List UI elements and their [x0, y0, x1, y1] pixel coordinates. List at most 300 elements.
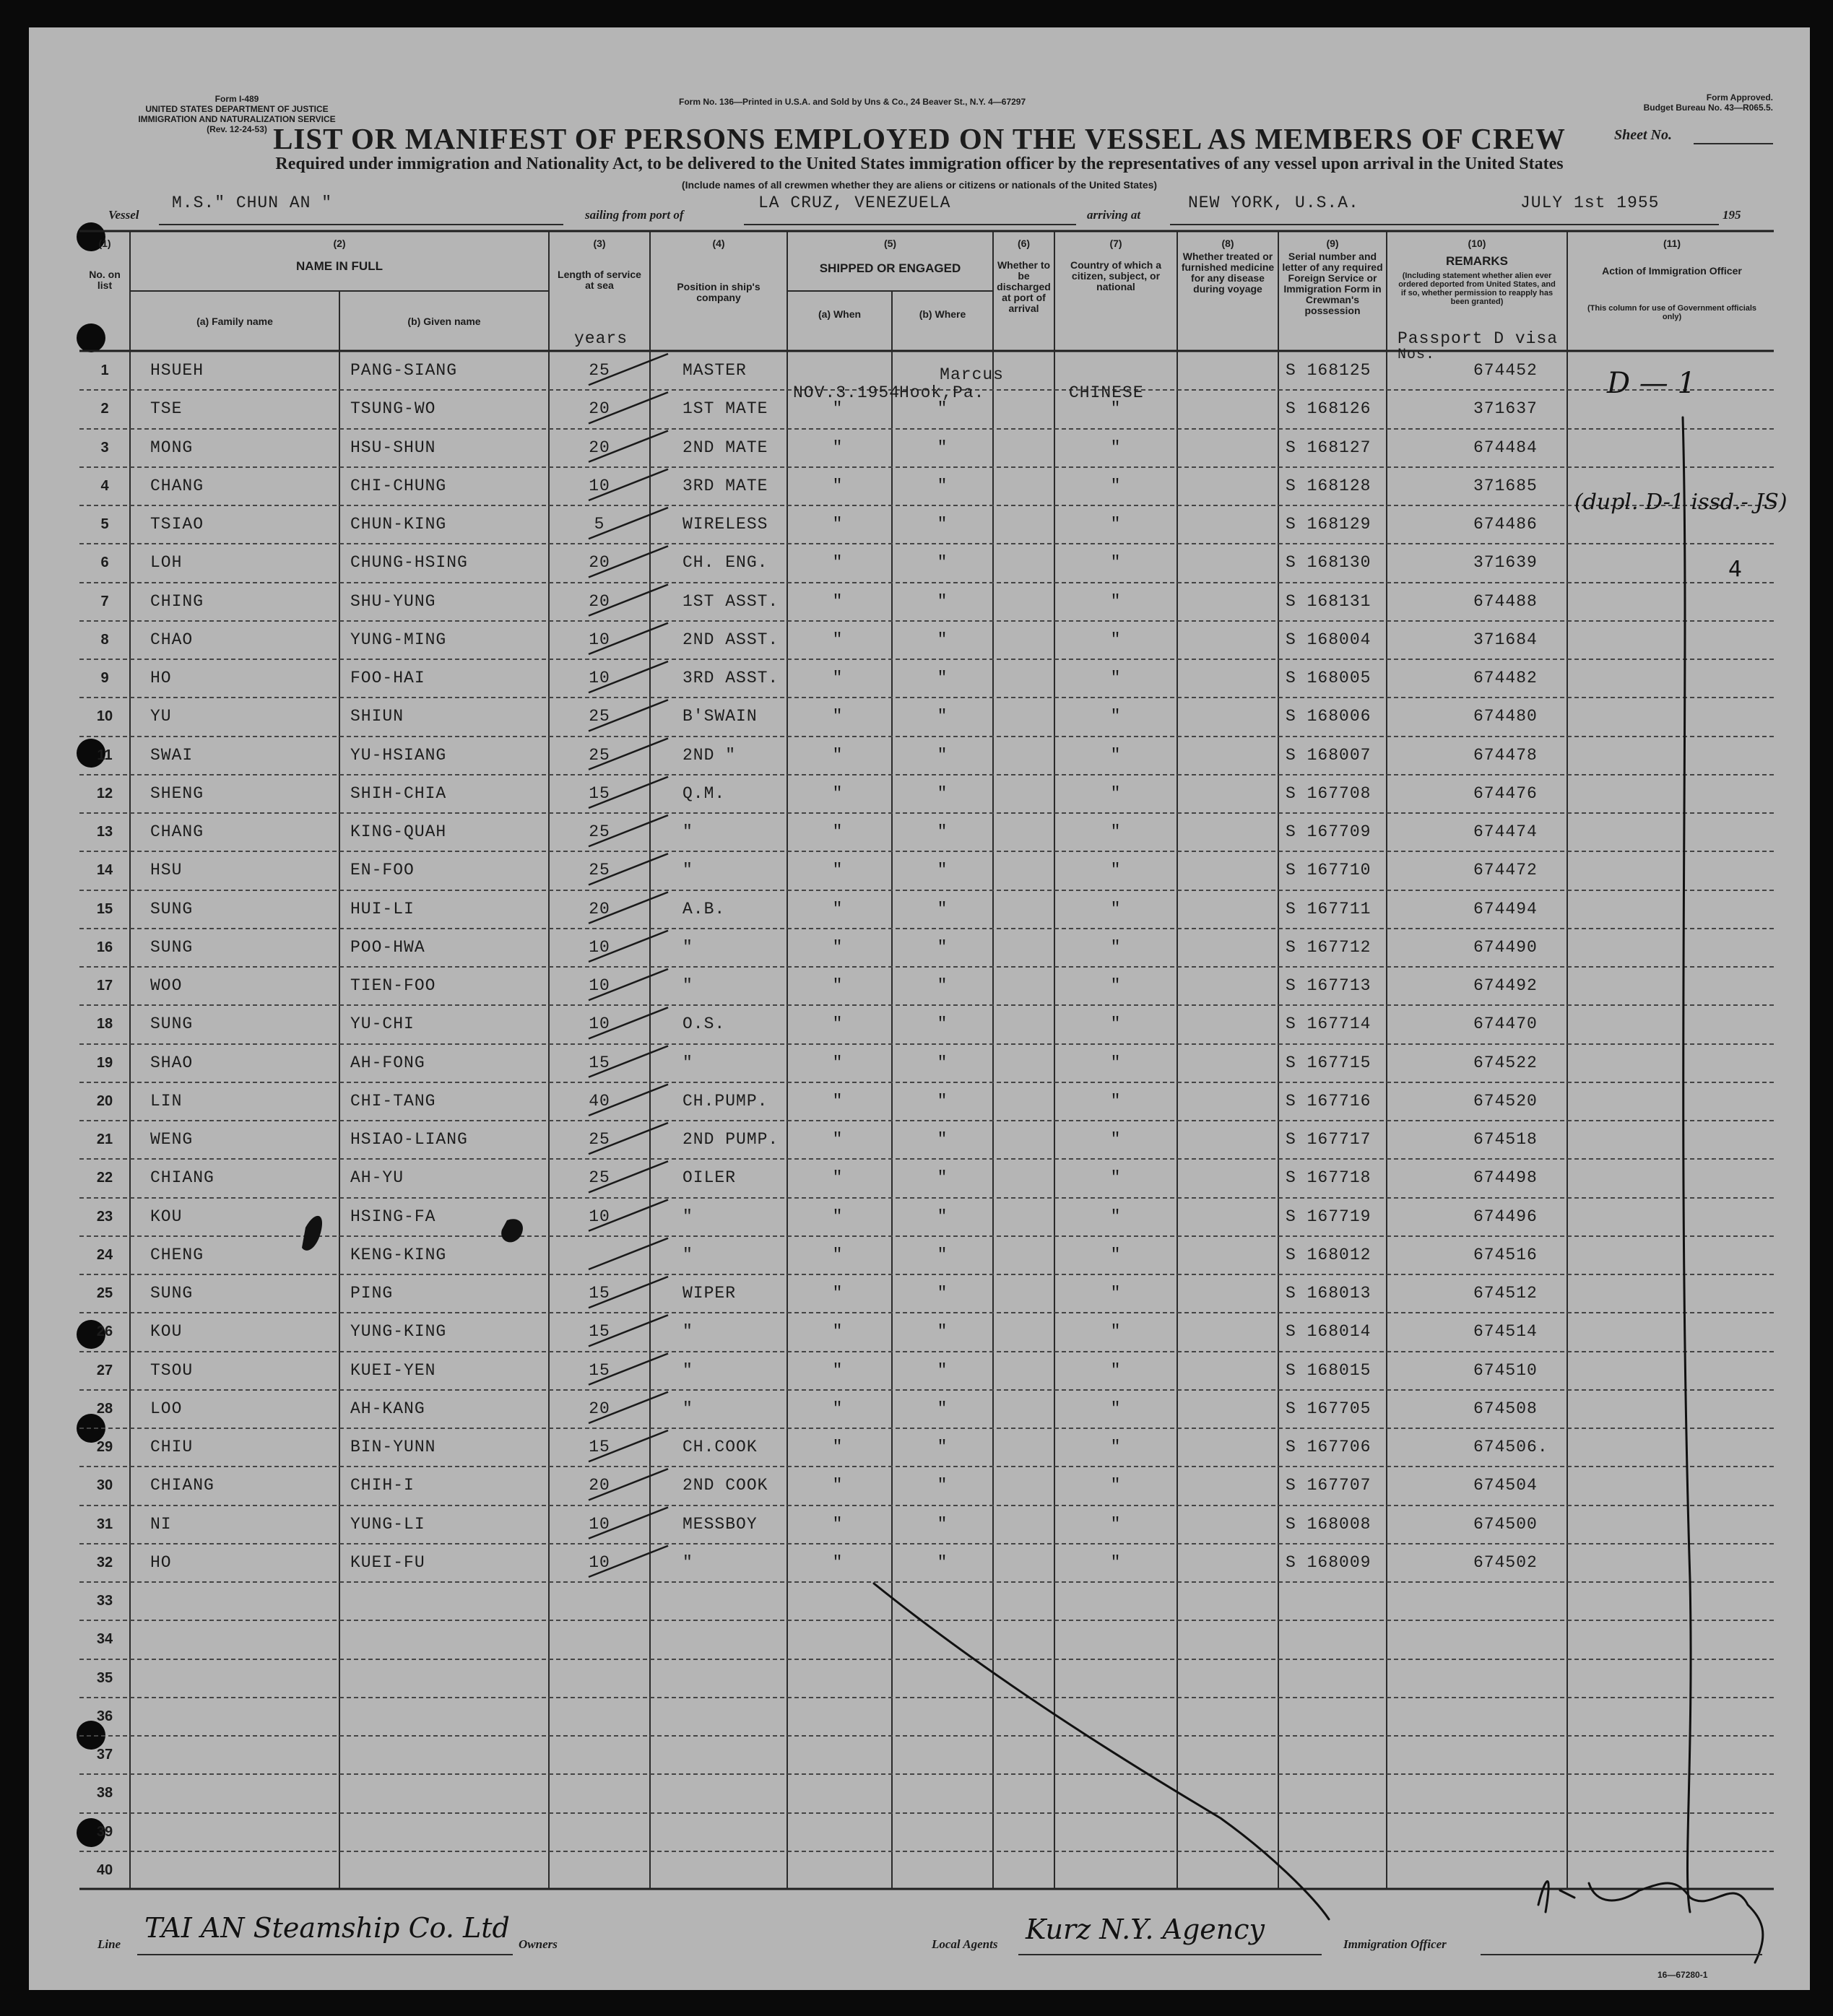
row-number: 15	[96, 900, 113, 917]
col-shipped-header: SHIPPED OR ENGAGED	[819, 261, 961, 275]
row-number: 11	[97, 747, 113, 763]
ditto-where: "	[937, 1552, 948, 1572]
row-number: 37	[96, 1747, 113, 1763]
service-years: 20	[589, 1399, 610, 1418]
visa-number: 674520	[1473, 1091, 1538, 1111]
family-name: SUNG	[150, 1284, 194, 1303]
service-years: 25	[589, 361, 610, 380]
col-10-number: (10)	[1468, 238, 1486, 249]
ditto-country: "	[1110, 899, 1122, 918]
given-name: SHIH-CHIA	[350, 783, 447, 803]
given-name: AH-KANG	[350, 1399, 425, 1418]
visa-number: 371639	[1473, 553, 1538, 573]
ditto-when: "	[832, 861, 844, 880]
serial-number: S 168013	[1286, 1284, 1372, 1303]
serial-number: S 167706	[1286, 1438, 1372, 1456]
ditto-when: "	[832, 745, 844, 765]
sailing-label: sailing from port of	[585, 208, 684, 222]
family-name: CHING	[150, 591, 204, 611]
row-number: 5	[100, 516, 109, 532]
agents-label: Local Agents	[932, 1937, 998, 1951]
given-name: HSIAO-LIANG	[350, 1130, 468, 1149]
service-years: 25	[589, 822, 610, 841]
where-line-1: Marcus	[940, 365, 1004, 384]
visa-number: 371637	[1473, 399, 1538, 419]
ditto-where: "	[937, 553, 948, 573]
serial-number: S 168006	[1286, 707, 1372, 726]
service-years: 10	[589, 937, 610, 957]
family-name: SHENG	[150, 783, 204, 803]
family-name: TSIAO	[150, 515, 204, 534]
ditto-where: "	[937, 745, 948, 765]
serial-number: S 167715	[1286, 1053, 1372, 1072]
years-unit: years	[574, 329, 628, 348]
local-agent-name: Kurz N.Y. Agency	[1026, 1913, 1265, 1945]
ship-position: 3RD MATE	[682, 476, 768, 495]
ditto-where: "	[937, 1130, 948, 1149]
ship-position: 2ND MATE	[682, 438, 768, 457]
family-name: HO	[150, 669, 172, 687]
ditto-when: "	[832, 1438, 844, 1456]
ditto-when: "	[832, 976, 844, 995]
visa-number: 674522	[1473, 1053, 1538, 1072]
ditto-country: "	[1110, 976, 1122, 995]
ditto-country: "	[1110, 591, 1122, 611]
ship-position: 2ND ASST.	[682, 630, 779, 649]
arriving-label: arriving at	[1087, 208, 1141, 222]
line-label: Line	[98, 1937, 121, 1951]
service-years: 20	[589, 1476, 610, 1495]
row-number: 4	[100, 477, 109, 494]
given-name: YU-CHI	[350, 1014, 415, 1034]
family-name: NI	[150, 1514, 172, 1534]
row-number: 29	[96, 1439, 113, 1455]
ditto-when: "	[832, 1284, 844, 1303]
serial-number: S 167707	[1286, 1476, 1372, 1495]
service-years: 10	[589, 630, 610, 649]
family-name: HO	[150, 1552, 172, 1572]
visa-number: 674484	[1473, 438, 1538, 457]
printer-note: Form No. 136—Printed in U.S.A. and Sold by Uns & Co., 24 Beaver St., N.Y. 4—67297	[679, 97, 1026, 107]
given-name: CHI-TANG	[350, 1091, 436, 1111]
service-years: 25	[589, 1168, 610, 1188]
col-6-number: (6)	[1017, 238, 1031, 249]
ditto-where: "	[937, 1014, 948, 1034]
given-name: TIEN-FOO	[350, 976, 436, 995]
ship-position: "	[682, 1360, 693, 1380]
ditto-when: "	[832, 937, 844, 957]
row-number: 33	[96, 1593, 113, 1609]
citizenship: CHINESE	[1069, 383, 1144, 402]
service-name: IMMIGRATION AND NATURALIZATION SERVICE	[138, 114, 336, 124]
shipping-line-name: TAI AN Steamship Co. Ltd	[144, 1912, 510, 1944]
ditto-when: "	[832, 1476, 844, 1495]
col-name-header: NAME IN FULL	[296, 259, 383, 273]
passport-visa-note: Passport D visa	[1398, 329, 1559, 348]
given-name: HUI-LI	[350, 899, 415, 918]
form-number: Form I-489	[214, 94, 259, 104]
service-years: 5	[594, 515, 605, 534]
service-years: 25	[589, 1130, 610, 1149]
shipped-place: Hook,Pa.	[899, 383, 985, 402]
family-name: CHAO	[150, 630, 194, 649]
serial-number: S 167705	[1286, 1399, 1372, 1418]
ditto-country: "	[1110, 1514, 1122, 1534]
serial-number: S 168004	[1286, 630, 1372, 649]
ship-position: "	[682, 1322, 693, 1342]
immigration-officer-label: Immigration Officer	[1343, 1937, 1447, 1951]
serial-number: S 168012	[1286, 1245, 1372, 1264]
row-number: 10	[96, 708, 113, 725]
service-years: 15	[589, 783, 610, 803]
col-discharge-header: Whether to be discharged at port of arrival	[997, 259, 1051, 314]
ship-position: 1ST ASST.	[682, 591, 779, 611]
ditto-when: "	[832, 1322, 844, 1342]
col-medicine-header: Whether treated or furnished medicine for any disease during voyage	[1181, 251, 1275, 295]
ditto-country: "	[1110, 1207, 1122, 1226]
ditto-country: "	[1110, 1360, 1122, 1380]
visa-number: 674506.	[1473, 1438, 1548, 1456]
family-name: SUNG	[150, 899, 194, 918]
manifest-sheet	[29, 27, 1810, 1990]
visa-number: 674494	[1473, 899, 1538, 918]
col-1-number: (1)	[98, 238, 111, 249]
serial-number: S 168128	[1286, 476, 1372, 495]
serial-number: S 167708	[1286, 783, 1372, 803]
col-where-header: (b) Where	[919, 308, 966, 320]
serial-number: S 168014	[1286, 1322, 1372, 1342]
ditto-where: "	[937, 861, 948, 880]
ditto-when: "	[832, 1514, 844, 1534]
year-suffix: 195	[1722, 208, 1741, 222]
given-name: YUNG-KING	[350, 1322, 447, 1342]
row-number: 34	[96, 1631, 113, 1648]
family-name: CHENG	[150, 1245, 204, 1264]
service-years: 15	[589, 1322, 610, 1342]
given-name: TSUNG-WO	[350, 399, 436, 419]
col-service-length-header: Length of service at sea	[558, 269, 641, 291]
ditto-when: "	[832, 899, 844, 918]
ship-position: "	[682, 937, 693, 957]
family-name: HSU	[150, 861, 183, 880]
row-number: 19	[96, 1054, 113, 1071]
visa-number: 674496	[1473, 1207, 1538, 1226]
ditto-country: "	[1110, 399, 1122, 419]
family-name: CHIANG	[150, 1476, 214, 1495]
col-7-number: (7)	[1109, 238, 1122, 249]
ship-position: "	[682, 976, 693, 995]
numbers-label: Nos.	[1398, 347, 1436, 363]
family-name: WOO	[150, 976, 183, 995]
form-code: 16—67280-1	[1658, 1970, 1708, 1980]
col-remarks-note: (Including statement whether alien ever ordered deported from United States, and if so, whether permission to reapply has been granted)	[1398, 271, 1556, 306]
visa-number: 674500	[1473, 1514, 1538, 1534]
ditto-country: "	[1110, 861, 1122, 880]
ditto-when: "	[832, 399, 844, 419]
ditto-when: "	[832, 1207, 844, 1226]
service-years: 15	[589, 1438, 610, 1456]
ship-position: CH.PUMP.	[682, 1091, 768, 1111]
row-number: 6	[100, 555, 109, 571]
col-4-number: (4)	[712, 238, 725, 249]
visa-number: 674502	[1473, 1552, 1538, 1572]
ship-position: "	[682, 1399, 693, 1418]
row-number: 18	[96, 1016, 113, 1033]
family-name: WENG	[150, 1130, 194, 1149]
ditto-country: "	[1110, 1053, 1122, 1072]
ditto-where: "	[937, 899, 948, 918]
visa-number: 674492	[1473, 976, 1538, 995]
visa-number: 674452	[1473, 361, 1538, 380]
ditto-country: "	[1110, 1552, 1122, 1572]
serial-number: S 168007	[1286, 745, 1372, 765]
ship-position: "	[682, 1053, 693, 1072]
given-name: KUEI-FU	[350, 1552, 425, 1572]
serial-number: S 168009	[1286, 1552, 1372, 1572]
ditto-where: "	[937, 1284, 948, 1303]
given-name: AH-YU	[350, 1168, 404, 1188]
ditto-where: "	[937, 630, 948, 649]
col-country-header: Country of which a citizen, subject, or national	[1070, 259, 1161, 292]
service-years: 10	[589, 476, 610, 495]
given-name: HSU-SHUN	[350, 438, 436, 457]
shipped-date: NOV.3.1954	[793, 383, 901, 402]
row-number: 12	[96, 785, 113, 801]
ship-position: OILER	[682, 1168, 737, 1188]
ditto-country: "	[1110, 783, 1122, 803]
ditto-when: "	[832, 822, 844, 841]
tally-mark	[589, 354, 668, 1577]
visa-number: 674480	[1473, 707, 1538, 726]
row-number: 30	[96, 1477, 113, 1494]
given-name: YUNG-LI	[350, 1514, 425, 1534]
ship-position: "	[682, 1207, 693, 1226]
given-name: CHIH-I	[350, 1476, 415, 1495]
family-name: TSOU	[150, 1360, 194, 1380]
given-name: PANG-SIANG	[350, 361, 458, 380]
serial-number: S 167711	[1286, 899, 1372, 918]
ditto-when: "	[832, 707, 844, 726]
ditto-when: "	[832, 1245, 844, 1264]
visa-number: 674488	[1473, 591, 1538, 611]
col-list-number-header: No. on list	[89, 269, 121, 291]
ditto-country: "	[1110, 1399, 1122, 1418]
ditto-where: "	[937, 1207, 948, 1226]
ditto-country: "	[1110, 1284, 1122, 1303]
visa-number: 674478	[1473, 745, 1538, 765]
vessel-name: M.S." CHUN AN "	[172, 194, 333, 212]
arrival-port: NEW YORK, U.S.A.	[1188, 194, 1359, 212]
row-number: 14	[96, 862, 113, 879]
ship-position: 1ST MATE	[682, 399, 768, 419]
ditto-when: "	[832, 630, 844, 649]
service-years: 25	[589, 745, 610, 765]
ditto-country: "	[1110, 937, 1122, 957]
row-number: 28	[96, 1400, 113, 1417]
given-name: SHU-YUNG	[350, 591, 436, 611]
ship-position: "	[682, 1552, 693, 1572]
serial-number: S 168015	[1286, 1360, 1372, 1380]
ditto-country: "	[1110, 1322, 1122, 1342]
service-years: 20	[589, 399, 610, 419]
ditto-where: "	[937, 937, 948, 957]
service-years: 10	[589, 1552, 610, 1572]
given-name: CHI-CHUNG	[350, 476, 447, 495]
tally-strokes	[29, 27, 1810, 1990]
row-number: 1	[100, 362, 109, 378]
ship-position: CH. ENG.	[682, 553, 768, 573]
ditto-when: "	[832, 1130, 844, 1149]
service-years: 25	[589, 861, 610, 880]
vessel-label: Vessel	[108, 208, 139, 222]
visa-number: 371685	[1473, 476, 1538, 495]
row-number: 35	[96, 1669, 113, 1686]
service-years: 15	[589, 1053, 610, 1072]
row-number: 38	[96, 1785, 113, 1802]
ditto-country: "	[1110, 553, 1122, 573]
ditto-when: "	[832, 1399, 844, 1418]
serial-number: S 168130	[1286, 553, 1372, 573]
family-name: SUNG	[150, 937, 194, 957]
ditto-when: "	[832, 515, 844, 534]
row-number: 26	[96, 1324, 113, 1340]
col-5-number: (5)	[883, 238, 897, 249]
col-given-name-header: (b) Given name	[407, 316, 481, 327]
ditto-country: "	[1110, 1014, 1122, 1034]
visa-number: 674514	[1473, 1322, 1538, 1342]
ditto-country: "	[1110, 1130, 1122, 1149]
given-name: CHUN-KING	[350, 515, 447, 534]
service-years: 25	[589, 707, 610, 726]
ditto-country: "	[1110, 1438, 1122, 1456]
ditto-when: "	[832, 1552, 844, 1572]
ship-position: O.S.	[682, 1014, 726, 1034]
row-number: 24	[96, 1246, 113, 1263]
col-3-number: (3)	[593, 238, 606, 249]
ditto-when: "	[832, 783, 844, 803]
row-number: 22	[96, 1170, 113, 1186]
ditto-where: "	[937, 783, 948, 803]
serial-number: S 168129	[1286, 515, 1372, 534]
row-number: 9	[100, 670, 109, 686]
serial-number: S 168008	[1286, 1514, 1372, 1534]
ditto-when: "	[832, 1053, 844, 1072]
family-name: CHIANG	[150, 1168, 214, 1188]
serial-number: S 167709	[1286, 822, 1372, 841]
row-number: 2	[100, 401, 109, 417]
ditto-where: "	[937, 438, 948, 457]
service-years: 20	[589, 591, 610, 611]
revision-date: (Rev. 12-24-53)	[207, 124, 267, 134]
serial-number: S 167714	[1286, 1014, 1372, 1034]
given-name: POO-HWA	[350, 937, 425, 957]
family-name: TSE	[150, 399, 183, 419]
col-family-name-header: (a) Family name	[196, 316, 273, 327]
serial-number: S 167719	[1286, 1207, 1372, 1226]
given-name: SHIUN	[350, 707, 404, 726]
visa-number: 674498	[1473, 1168, 1538, 1188]
given-name: HSING-FA	[350, 1207, 436, 1226]
ditto-where: "	[937, 822, 948, 841]
ditto-where: "	[937, 1514, 948, 1534]
col-remarks-header: REMARKS	[1446, 254, 1508, 268]
col-position-header: Position in ship's company	[677, 281, 760, 303]
ditto-where: "	[937, 1322, 948, 1342]
service-years: 10	[589, 1014, 610, 1034]
visa-number: 674512	[1473, 1284, 1538, 1303]
ditto-when: "	[832, 1014, 844, 1034]
ditto-country: "	[1110, 476, 1122, 495]
row-number: 39	[96, 1823, 113, 1840]
ditto-when: "	[832, 1360, 844, 1380]
ditto-country: "	[1110, 822, 1122, 841]
ditto-country: "	[1110, 1168, 1122, 1188]
col-action-note: (This column for use of Government officials only)	[1587, 304, 1757, 321]
page-subtitle: Required under immigration and Nationality Act, to be delivered to the United States immigration officer by the representatives of any vessel upon arrival in the United States	[275, 155, 1564, 173]
page-title: LIST OR MANIFEST OF PERSONS EMPLOYED ON THE VESSEL AS MEMBERS OF CREW	[273, 122, 1566, 155]
col-2-number: (2)	[333, 238, 346, 249]
row-number: 3	[100, 439, 109, 456]
visa-number: 674490	[1473, 937, 1538, 957]
ship-position: "	[682, 861, 693, 880]
row-number: 16	[96, 939, 113, 955]
ditto-country: "	[1110, 438, 1122, 457]
col-11-number: (11)	[1663, 238, 1681, 249]
ditto-when: "	[832, 553, 844, 573]
row-number: 8	[100, 631, 109, 648]
service-years: 10	[589, 1514, 610, 1534]
service-years: 15	[589, 1360, 610, 1380]
visa-number: 674486	[1473, 515, 1538, 534]
given-name: PING	[350, 1284, 394, 1303]
ship-position: WIPER	[682, 1284, 737, 1303]
family-name: YU	[150, 707, 172, 726]
visa-number: 674516	[1473, 1245, 1538, 1264]
service-years: 20	[589, 553, 610, 573]
ditto-where: "	[937, 1360, 948, 1380]
family-name: SWAI	[150, 745, 194, 765]
row-number: 27	[96, 1362, 113, 1378]
family-name: CHIU	[150, 1438, 194, 1456]
service-years: 15	[589, 1284, 610, 1303]
ship-position: "	[682, 1245, 693, 1264]
row-number: 36	[96, 1708, 113, 1724]
ship-position: WIRELESS	[682, 515, 768, 534]
ditto-country: "	[1110, 707, 1122, 726]
ditto-where: "	[937, 976, 948, 995]
visa-number: 371684	[1473, 630, 1538, 649]
serial-number: S 167713	[1286, 976, 1372, 995]
col-8-number: (8)	[1221, 238, 1234, 249]
ditto-where: "	[937, 591, 948, 611]
service-years: 10	[589, 1207, 610, 1226]
row-number: 17	[96, 978, 113, 994]
owners-label: Owners	[519, 1937, 558, 1951]
row-number: 32	[96, 1554, 113, 1570]
family-name: CHANG	[150, 476, 204, 495]
family-name: HSUEH	[150, 361, 204, 380]
ditto-country: "	[1110, 745, 1122, 765]
ditto-where: "	[937, 399, 948, 419]
include-note: (Include names of all crewmen whether they are aliens or citizens or nationals of the United States)	[681, 179, 1158, 191]
given-name: AH-FONG	[350, 1053, 425, 1072]
ship-position: 3RD ASST.	[682, 669, 779, 687]
row-number: 13	[96, 824, 113, 840]
family-name: CHANG	[150, 822, 204, 841]
family-name: LIN	[150, 1091, 183, 1111]
ditto-when: "	[832, 1091, 844, 1111]
sailing-port: LA CRUZ, VENEZUELA	[758, 194, 951, 212]
